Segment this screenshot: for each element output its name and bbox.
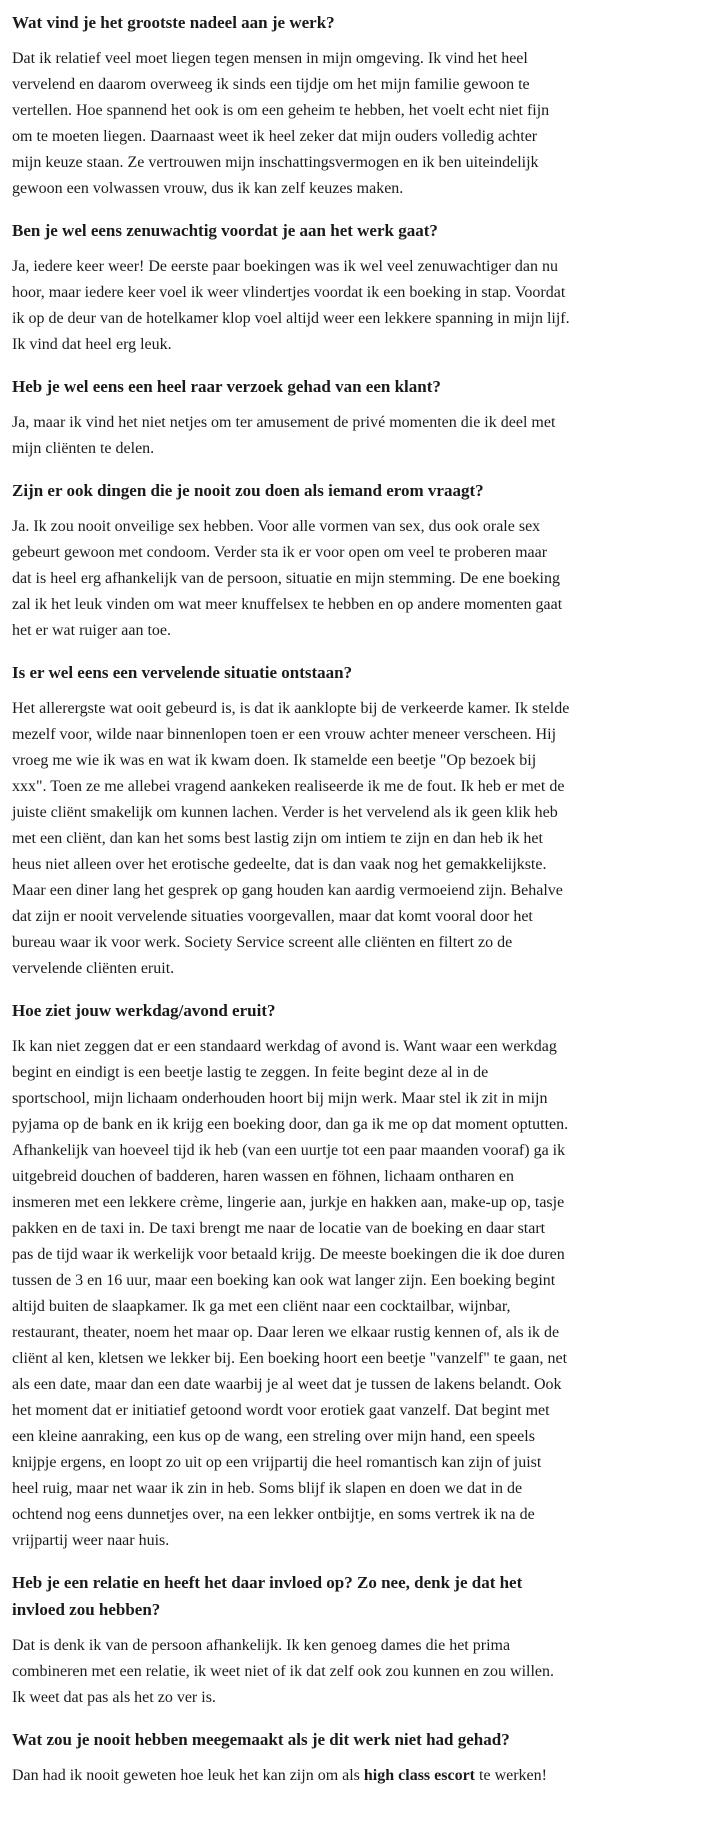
answer-paragraph-8: [12, 1763, 570, 1789]
question-heading-4: Zijn er ook dingen die je nooit zou doen als iemand erom vraagt?: [12, 481, 484, 500]
answer-paragraph-2: Ja, iedere keer weer! De eerste paar boekingen was ik wel veel zenuwachtiger dan nu hoor, maar iedere keer voel ik weer vlindertjes voordat ik een boeking in stap. Voordat ik op de deur van de hotelkamer klop voel altijd weer een lekkere spanning in mijn lijf. Ik vind dat heel erg leuk.: [12, 258, 570, 353]
answer-text-after: te werken!: [475, 1767, 547, 1784]
high-class-escort-bold: high class escort: [363, 1767, 476, 1784]
answer-paragraph-3: Ja, maar ik vind het niet netjes om ter amusement de privé momenten die ik deel met mijn cliënten te delen.: [12, 414, 556, 457]
question-heading-2: Ben je wel eens zenuwachtig voordat je aan het werk gaat?: [12, 221, 438, 240]
question-heading-3: Heb je wel eens een heel raar verzoek gehad van een klant?: [12, 377, 441, 396]
question-heading-5: Is er wel eens een vervelende situatie ontstaan?: [12, 663, 353, 682]
answer-paragraph-7: Dat is denk ik van de persoon afhankelijk. Ik ken genoeg dames die het prima combineren met een relatie, ik weet niet of ik dat zelf ook zou kunnen en zou willen. Ik weet dat pas als het zo ver is.: [12, 1637, 555, 1706]
answer-paragraph-1: Dat ik relatief veel moet liegen tegen mensen in mijn omgeving. Ik vind het heel vervelend en daarom overweeg ik sinds een tijdje om het mijn familie gewoon te vertellen. Hoe spannend het ook is om een geheim te hebben, het voelt echt niet fijn om te moeten liegen. Daarnaast weet ik heel zeker dat mijn ouders volledig achter mijn keuze staan. Ze vertrouwen mijn inschattingsvermogen en ik ben uiteindelijk gewoon een volwassen vrouw, dus ik kan zelf keuzes maken.: [12, 50, 550, 197]
question-heading-8: Wat zou je nooit hebben meegemaakt als je dit werk niet had gehad?: [12, 1730, 510, 1749]
answer-text-before: Dan had ik nooit geweten hoe leuk het kan zijn om als: [12, 1767, 364, 1784]
answer-paragraph-6: Ik kan niet zeggen dat er een standaard werkdag of avond is. Want waar een werkdag begint en eindigt is een beetje lastig te zeggen. In feite begint deze al in de sportschool, mijn lichaam onderhouden hoort bij mijn werk. Maar stel ik zit in mijn pyjama op de bank en ik krijg een boeking door, dan ga ik me op dat moment optutten. Afhankelijk van hoeveel tijd ik heb (van een uurtje tot een paar maanden vooraf) ga ik uitgebreid douchen of badderen, haren wassen en föhnen, lichaam ontharen en insmeren met een lekkere crème, lingerie aan, jurkje en hakken aan, make-up op, tasje pakken en de taxi in. De taxi brengt me naar de locatie van de boeking en daar start pas de tijd waar ik werkelijk voor betaald krijg. De meeste boekingen die ik doe duren tussen de 3 en 16 uur, maar een boeking kan ook wat langer zijn. Een boeking begint altijd buiten de slaapkamer. Ik ga met een cliënt naar een cocktailbar, wijnbar, restaurant, theater, noem het maar op. Daar leren we elkaar rustig kennen of, als ik de cliënt al ken, kletsen we lekker bij. Een boeking hoort een beetje "vanzelf" te gaan, net als een date, maar dan een date waarbij je al weet dat je tussen de lakens belandt. Ook het moment dat er initiatief getoond wordt voor erotiek gaat vanzelf. Dat begint met een kleine aanraking, een kus op de wang, een streling over mijn hand, een speels knijpje ergens, en loopt zo uit op een vrijpartij die heel romantisch kan zijn of juist heel ruig, maar net waar ik zin in heb. Soms blijf ik slapen en doen we dat in de ochtend nog eens dunnetjes over, na een lekker ontbijtje, en soms vertrek ik na de vrijpartij weer naar huis.: [12, 1038, 569, 1549]
answer-paragraph-5: Het allerergste wat ooit gebeurd is, is dat ik aanklopte bij de verkeerde kamer. Ik stelde mezelf voor, wilde naar binnenlopen toen er een vrouw achter meneer verscheen. Hij vroeg me wie ik was en wat ik kwam doen. Ik stamelde een beetje "Op bezoek bij xxx". Toen ze me allebei vragend aankeken realiseerde ik me de fout. Ik heb er met de juiste cliënt smakelijk om kunnen lachen. Verder is het vervelend als ik geen klik heb met een cliënt, dan kan het soms best lastig zijn om intiem te zijn en dan heb ik het heus niet alleen over het erotische gedeelte, dat is dan vaak nog het gemakkelijkste. Maar een diner lang het gesprek op gang houden kan aardig vermoeiend zijn. Behalve dat zijn er nooit vervelende situaties voorgevallen, maar dat komt vooral door het bureau waar ik voor werk. Society Service screent alle cliënten en filtert zo de vervelende cliënten eruit.: [12, 700, 570, 977]
question-heading-7: Heb je een relatie en heeft het daar invloed op? Zo nee, denk je dat het invloed zou hebben?: [12, 1573, 523, 1619]
question-heading-1: Wat vind je het grootste nadeel aan je werk?: [12, 13, 335, 32]
question-heading-6: Hoe ziet jouw werkdag/avond eruit?: [12, 1001, 276, 1020]
answer-paragraph-4: Ja. Ik zou nooit onveilige sex hebben. Voor alle vormen van sex, dus ook orale sex gebeurt gewoon met condoom. Verder sta ik er voor open om veel te proberen maar dat is heel erg afhankelijk van de persoon, situatie en mijn stemming. De ene boeking zal ik het leuk vinden om wat meer knuffelsex te hebben en op andere momenten gaat het er wat ruiger aan toe.: [12, 518, 563, 639]
